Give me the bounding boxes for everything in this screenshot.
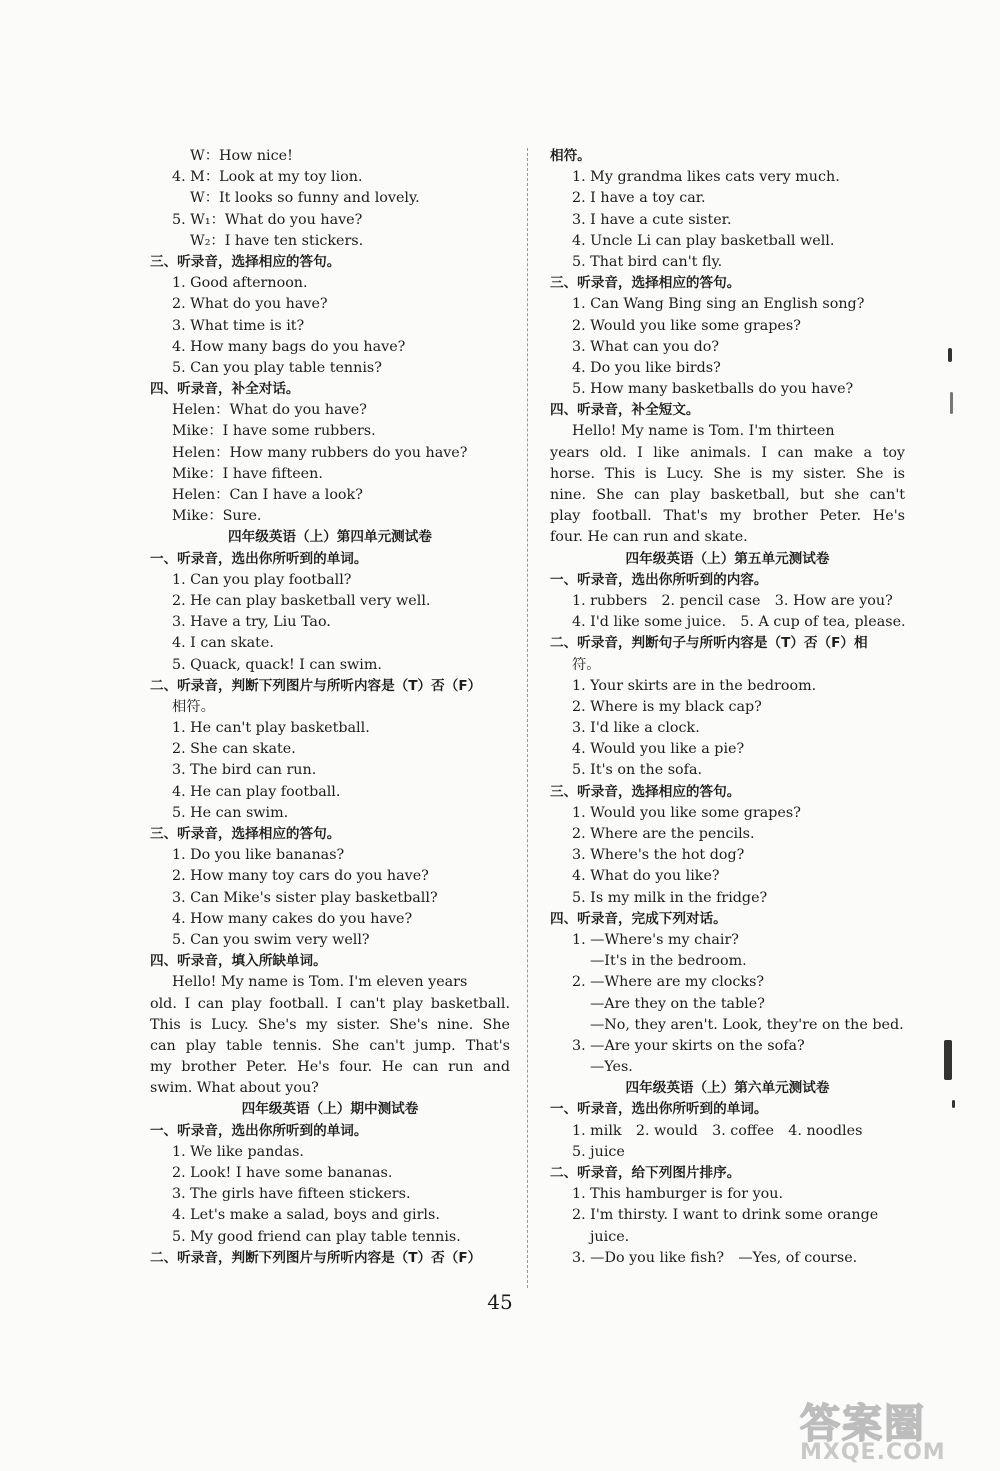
text-line: horse. This is Lucy. She is my sister. She is <box>550 465 905 482</box>
text-line: 4. I'd like some juice. 5. A cup of tea, please. <box>572 614 906 631</box>
text-line: 1. My grandma likes cats very much. <box>572 169 840 186</box>
text-line: 3. I'd like a clock. <box>572 720 700 737</box>
text-line: old. I can play football. I can't play basketball. <box>150 995 510 1012</box>
text-line: 2. He can play basketball very well. <box>172 592 431 609</box>
text-line: 1. Would you like some grapes? <box>572 804 801 821</box>
question-heading: 三、听录音，选择相应的答句。 <box>150 826 341 842</box>
text-line: 1. Can you play football? <box>172 571 352 588</box>
watermark-logo: 答案圈 <box>800 1401 926 1447</box>
section-title: 四年级英语（上）第六单元测试卷 <box>625 1080 830 1097</box>
text-line: Helen：What do you have? <box>172 402 367 419</box>
text-line: 3. —Do you like fish? —Yes, of course. <box>572 1249 858 1266</box>
question-heading: 四、听录音，补全对话。 <box>150 381 300 398</box>
text-line: 5. That bird can't fly. <box>572 253 723 270</box>
scan-speck <box>950 392 953 414</box>
text-line: swim. What about you? <box>150 1080 319 1097</box>
text-line: W₂：I have ten stickers. <box>190 232 364 249</box>
text-line: W：It looks so funny and lovely. <box>190 190 420 207</box>
text-line: 4. M：Look at my toy lion. <box>172 169 363 186</box>
text-line: 3. What time is it? <box>172 317 305 334</box>
text-line: 4. What do you like? <box>572 868 720 885</box>
text-line: 符。 <box>572 656 601 673</box>
text-line: 5. My good friend can play table tennis. <box>172 1228 461 1245</box>
text-line: 4. Let's make a salad, boys and girls. <box>172 1207 440 1224</box>
question-heading: 一、听录音，选出你所听到的单词。 <box>550 1101 768 1118</box>
text-line: 2. What do you have? <box>172 296 328 313</box>
text-line: W：How nice! <box>190 148 293 164</box>
question-heading: 二、听录音，给下列图片排序。 <box>550 1165 741 1181</box>
text-line: 1. Good afternoon. <box>172 275 308 292</box>
text-line: 1. Can Wang Bing sing an English song? <box>572 296 865 313</box>
text-line: 3. What can you do? <box>572 338 720 355</box>
text-line: —It's in the bedroom. <box>590 953 747 970</box>
question-heading: 四、听录音，补全短文。 <box>550 402 700 419</box>
question-heading: 二、听录音，判断下列图片与所听内容是（T）否（F） <box>150 677 482 694</box>
text-line: 1. Your skirts are in the bedroom. <box>572 677 817 694</box>
question-heading: 相符。 <box>550 148 591 164</box>
section-title: 四年级英语（上）期中测试卷 <box>241 1101 419 1118</box>
text-line: —Yes. <box>590 1059 633 1076</box>
text-line: Mike：I have fifteen. <box>172 465 323 482</box>
text-line: 3. Have a try, Liu Tao. <box>172 614 331 631</box>
text-line: 2. Look! I have some bananas. <box>172 1165 393 1181</box>
text-line: juice. <box>590 1228 630 1245</box>
text-line: 5. Quack, quack! I can swim. <box>172 656 382 673</box>
text-line: 5. Can you play table tennis? <box>172 359 382 376</box>
text-line: 4. How many cakes do you have? <box>172 910 413 927</box>
question-heading: 三、听录音，选择相应的答句。 <box>150 253 341 270</box>
text-line: 2. How many toy cars do you have? <box>172 868 429 885</box>
text-line: play football. That's my brother Peter. He's <box>550 508 905 525</box>
text-line: 1. Do you like bananas? <box>172 847 345 864</box>
text-line: 1. He can't play basketball. <box>172 720 370 737</box>
text-line: Mike：I have some rubbers. <box>172 423 376 440</box>
text-line: 4. Would you like a pie? <box>572 741 745 758</box>
right-column <box>550 146 905 1269</box>
text-line: 1. This hamburger is for you. <box>572 1186 784 1203</box>
text-line: my brother Peter. He's four. He can run and <box>150 1059 510 1076</box>
scan-speck <box>948 348 952 362</box>
text-line: —No, they aren't. Look, they're on the bed. <box>590 1016 904 1033</box>
text-line: 4. How many bags do you have? <box>172 338 406 355</box>
question-heading: 一、听录音，选出你所听到的内容。 <box>550 571 768 588</box>
text-line: 3. Where's the hot dog? <box>572 847 745 864</box>
text-line: 5. Can you swim very well? <box>172 931 370 948</box>
text-line: —Are they on the table? <box>590 995 765 1012</box>
text-line: 2. She can skate. <box>172 741 296 758</box>
text-line: 3. I have a cute sister. <box>572 211 732 228</box>
column-divider <box>527 148 528 1288</box>
text-line: 4. Do you like birds? <box>572 359 721 376</box>
question-heading: 二、听录音，判断下列图片与所听内容是（T）否（F） <box>150 1249 482 1266</box>
text-line: 1. rubbers 2. pencil case 3. How are you? <box>572 592 893 609</box>
page-number: 45 <box>487 1290 513 1314</box>
text-line: nine. She can play basketball, but she can't <box>550 487 905 503</box>
section-title: 四年级英语（上）第四单元测试卷 <box>228 529 432 546</box>
question-heading: 四、听录音，完成下列对话。 <box>550 910 727 927</box>
scan-speck <box>952 1100 955 1108</box>
text-line: This is Lucy. She's my sister. She's nine. She <box>150 1016 510 1033</box>
text-line: 3. Can Mike's sister play basketball? <box>172 889 438 906</box>
left-column <box>150 146 510 1269</box>
question-heading: 一、听录音，选出你所听到的单词。 <box>150 550 368 567</box>
text-line: Hello! My name is Tom. I'm thirteen <box>572 423 835 440</box>
text-line: 3. —Are your skirts on the sofa? <box>572 1037 805 1054</box>
text-line: 3. The girls have fifteen stickers. <box>172 1186 411 1203</box>
text-line: can play table tennis. She can't jump. That's <box>150 1037 510 1054</box>
question-heading: 三、听录音，选择相应的答句。 <box>550 783 741 800</box>
text-line: 2. Where are the pencils. <box>572 826 755 842</box>
text-line: 5. W₁：What do you have? <box>172 211 363 228</box>
text-line: years old. I like animals. I can make a toy <box>550 444 905 461</box>
text-line: 相符。 <box>172 698 215 715</box>
text-line: 5. juice <box>572 1143 625 1160</box>
text-line: four. He can run and skate. <box>550 529 748 546</box>
question-heading: 三、听录音，选择相应的答句。 <box>550 275 741 292</box>
text-line: 5. How many basketballs do you have? <box>572 381 854 398</box>
text-line: 2. Where is my black cap? <box>572 698 762 715</box>
text-line: 2. I'm thirsty. I want to drink some orange <box>572 1207 879 1224</box>
text-line: Helen：Can I have a look? <box>172 487 363 503</box>
watermark-site: MXQE.COM <box>800 1440 946 1465</box>
section-title: 四年级英语（上）第五单元测试卷 <box>625 550 830 567</box>
text-line: Hello! My name is Tom. I'm eleven years <box>172 974 468 991</box>
text-line: 1. —Where's my chair? <box>572 931 739 948</box>
text-line: Mike：Sure. <box>172 508 262 525</box>
question-heading: 四、听录音，填入所缺单词。 <box>150 953 327 970</box>
question-heading: 一、听录音，选出你所听到的单词。 <box>150 1122 368 1139</box>
text-line: Helen：How many rubbers do you have? <box>172 444 468 461</box>
scan-speck <box>944 1040 952 1080</box>
text-line: 3. The bird can run. <box>172 762 317 779</box>
text-line: 4. Uncle Li can play basketball well. <box>572 232 835 249</box>
text-line: 5. It's on the sofa. <box>572 762 703 779</box>
text-line: 2. Would you like some grapes? <box>572 317 801 334</box>
text-line: 1. milk 2. would 3. coffee 4. noodles <box>572 1122 863 1139</box>
text-line: 2. I have a toy car. <box>572 190 706 207</box>
text-line: 5. Is my milk in the fridge? <box>572 889 768 906</box>
question-heading: 二、听录音，判断句子与所听内容是（T）否（F）相 <box>550 635 868 652</box>
text-line: 4. He can play football. <box>172 783 341 800</box>
text-line: 1. We like pandas. <box>172 1143 304 1160</box>
text-line: 4. I can skate. <box>172 635 274 652</box>
text-line: 2. —Where are my clocks? <box>572 974 765 991</box>
text-line: 5. He can swim. <box>172 804 289 821</box>
